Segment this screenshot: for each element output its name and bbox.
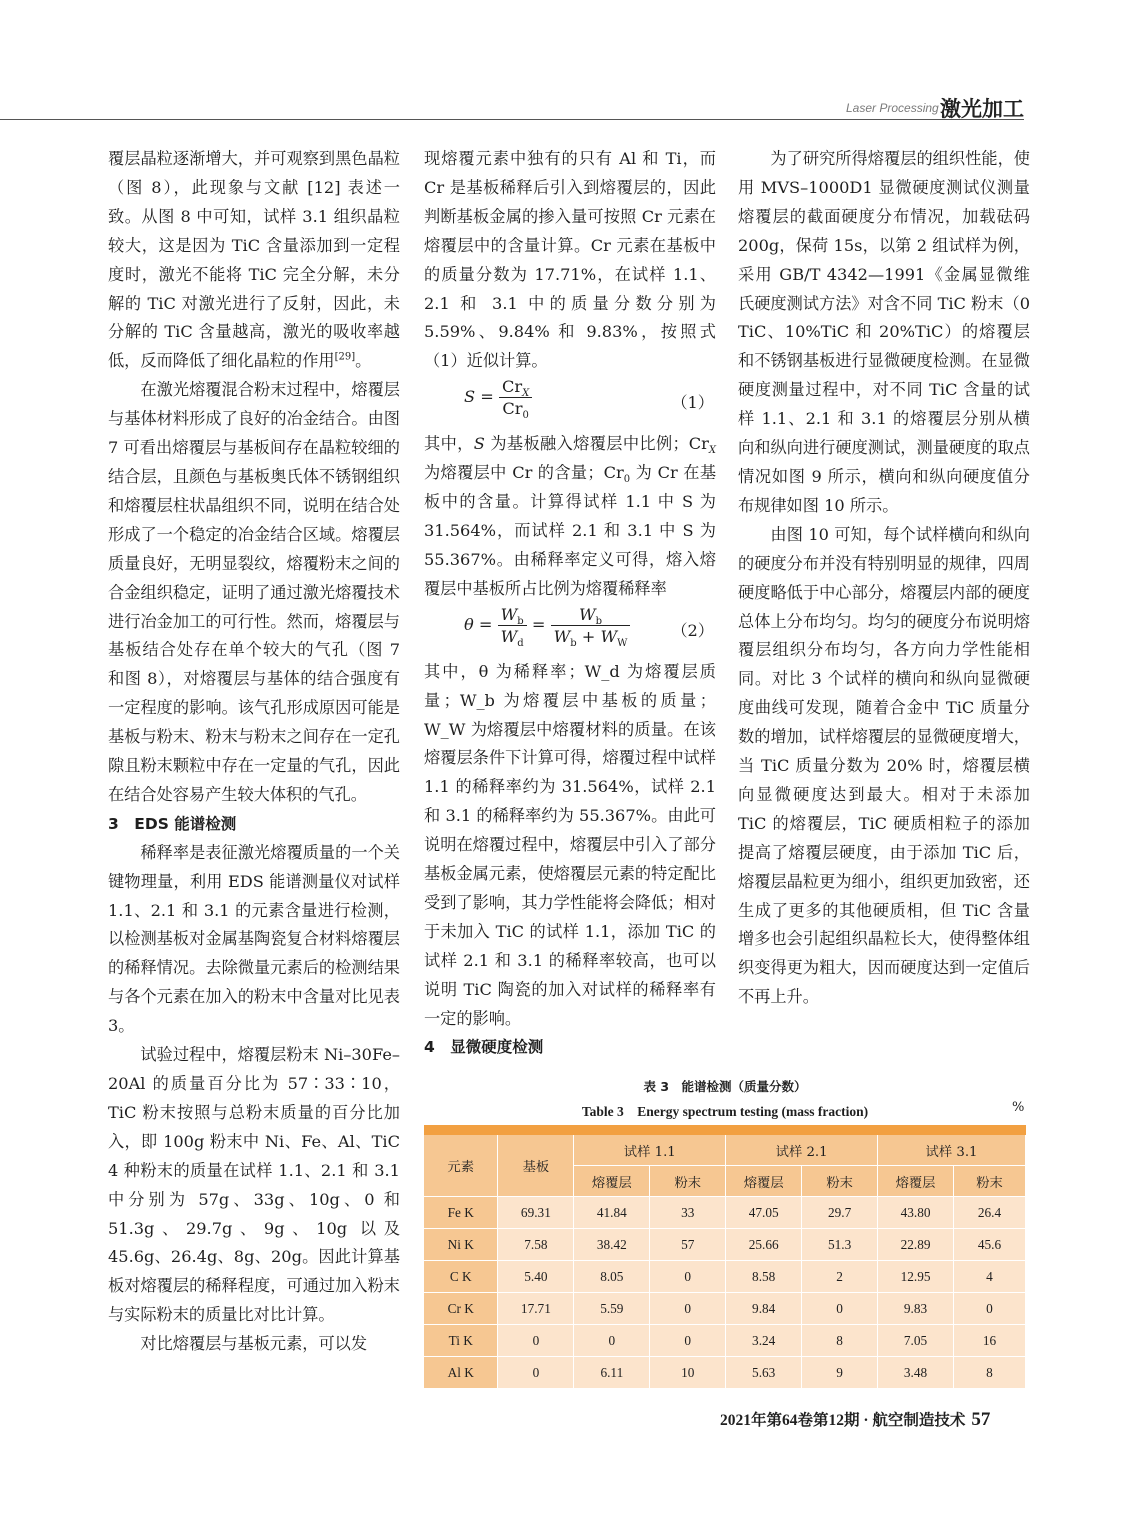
value-cell: 0: [650, 1293, 726, 1325]
value-cell: 8.05: [574, 1261, 650, 1293]
column-2: [424, 145, 716, 1062]
value-cell: 17.71: [498, 1293, 574, 1325]
header-substrate: 基板: [498, 1135, 574, 1197]
value-cell: 2: [802, 1261, 878, 1293]
value-cell: 0: [650, 1261, 726, 1293]
value-cell: 9: [802, 1357, 878, 1389]
element-cell: Ni K: [424, 1229, 498, 1261]
paragraph: 其中，θ 为稀释率；W_d 为熔覆层质量；W_b 为熔覆层中基板的质量；W_W 为熔覆层中熔覆材料的质量。在该熔覆层条件下计算可得，熔覆过程中试样 1.1 的稀释率约为 31.564%，试样 2.1 和 3.1 的稀释率约为 55.367%。由此可说明在熔覆过程中，熔覆层中引入了部分基板金属元素，使熔覆层元素的特定配比受到了影响，其力学性能将会降低；相对于未加入 TiC 的试样 1.1，添加 TiC 的试样 2.1 和 3.1 的稀释率较高，也可以说明 TiC 陶瓷的加入对试样的稀释率有一定的影响。: [424, 661, 716, 1028]
value-cell: 7.05: [878, 1325, 954, 1357]
value-cell: 38.42: [574, 1229, 650, 1261]
header-group: 试样 2.1: [726, 1135, 878, 1166]
table-caption-chinese: 表 3 能谱检测（质量分数）: [643, 1079, 807, 1094]
value-cell: 6.11: [574, 1357, 650, 1389]
page-footer: [720, 1408, 990, 1431]
table-caption-english: Table 3 Energy spectrum testing (mass fraction): [581, 1104, 869, 1119]
value-cell: 33: [650, 1197, 726, 1229]
value-cell: 26.4: [954, 1197, 1026, 1229]
column-3: [738, 145, 1030, 1012]
element-cell: Ti K: [424, 1325, 498, 1357]
value-cell: 43.80: [878, 1197, 954, 1229]
paragraph: 其中，S 为基板融入熔覆层中比例；$Cr_X$ 为熔覆层中 Cr 的含量；$Cr_0$ 为 Cr 在基板中的含量。计算得试样 1.1 中 S 为 31.564%，而试样 2.1 和 3.1 中 S 为 55.367%。由稀释率定义可得，熔入熔覆层中基板所占比例为熔覆稀释率: [424, 434, 717, 598]
header-chinese: 激光加工: [940, 97, 1024, 121]
column-1: [108, 145, 400, 1359]
table-unit: %: [1012, 1100, 1025, 1115]
value-cell: 0: [498, 1357, 574, 1389]
header-group: 试样 3.1: [878, 1135, 1026, 1166]
value-cell: 8.58: [726, 1261, 802, 1293]
value-cell: 29.7: [802, 1197, 878, 1229]
value-cell: 0: [802, 1293, 878, 1325]
table-top-band: [424, 1125, 1026, 1135]
value-cell: 3.24: [726, 1325, 802, 1357]
paragraph: 对比熔覆层与基板元素，可以发: [140, 1334, 368, 1354]
subheader-cladding: 熔覆层: [726, 1166, 802, 1197]
subheader-cladding: 熔覆层: [878, 1166, 954, 1197]
header-element: 元素: [424, 1135, 498, 1197]
value-cell: 16: [954, 1325, 1026, 1357]
value-cell: 0: [498, 1325, 574, 1357]
value-cell: 4: [954, 1261, 1026, 1293]
page-number: 57: [971, 1409, 991, 1430]
value-cell: 0: [574, 1325, 650, 1357]
table-row: [424, 1261, 1026, 1293]
value-cell: 22.89: [878, 1229, 954, 1261]
table-row: [424, 1325, 1026, 1357]
paragraph: 为了研究所得熔覆层的组织性能，使用 MVS–1000D1 显微硬度测试仪测量熔覆层的截面硬度分布情况，加载砝码 200g，保荷 15s，以第 2 组试样为例，采用 GB/T 4342—1991《金属显微维氏硬度测试方法》对含不同 TiC 粉末（0 TiC、10%TiC 和 20%TiC）的熔覆层和不锈钢基板进行显微硬度检测。在显微硬度测量过程中，对不同 TiC 含量的试样 1.1、2.1 和 3.1 的熔覆层分别从横向和纵向进行硬度测试，测量硬度的取点情况如图 9 所示，横向和纵向硬度值分布规律如图 10 所示。: [738, 149, 1030, 515]
value-cell: 69.31: [498, 1197, 574, 1229]
subheader-powder: 粉末: [802, 1166, 878, 1197]
value-cell: 3.48: [878, 1357, 954, 1389]
header-rule: [0, 119, 1024, 120]
value-cell: 57: [650, 1229, 726, 1261]
journal-info: 2021年第64卷第12期 · 航空制造技术: [720, 1412, 966, 1429]
value-cell: 8: [954, 1357, 1026, 1389]
section-heading-3: 3 EDS 能谱检测: [108, 814, 237, 833]
section-heading-4: 4 显微硬度检测: [424, 1038, 544, 1057]
value-cell: 8: [802, 1325, 878, 1357]
value-cell: 9.84: [726, 1293, 802, 1325]
table-row: [424, 1357, 1026, 1389]
subheader-powder: 粉末: [954, 1166, 1026, 1197]
paragraph: 由图 10 可知，每个试样横向和纵向的硬度分布并没有特别明显的规律，四周硬度略低于中心部分，熔覆层内部的硬度总体上分布均匀。均匀的硬度分布说明熔覆层组织分布均匀，各方向力学性能相同。对比 3 个试样的横向和纵向显微硬度曲线可发现，随着合金中 TiC 质量分数的增加，试样熔覆层的显微硬度增大，当 TiC 质量分数为 20% 时，熔覆层横向显微硬度达到最大。相对于未添加 TiC 的熔覆层，TiC 硬质相粒子的添加提高了熔覆层硬度，由于添加 TiC 后，熔覆层晶粒更为细小，组织更加致密，还生成了更多的其他硬质相，但 TiC 含量增多也会引起组织晶粒长大，使得整体组织变得更为粗大，因而硬度达到一定值后不再上升。: [738, 524, 1030, 1007]
value-cell: 5.59: [574, 1293, 650, 1325]
value-cell: 0: [650, 1325, 726, 1357]
value-cell: 5.63: [726, 1357, 802, 1389]
equation-number: （1）: [671, 393, 714, 413]
value-cell: 5.40: [498, 1261, 574, 1293]
value-cell: 0: [954, 1293, 1026, 1325]
value-cell: 10: [650, 1357, 726, 1389]
equation-2: θ = $\frac{W_b}{W_d}$ = $\frac{W_b}{W_b + W_W}$ （2）: [464, 604, 714, 649]
element-cell: C K: [424, 1261, 498, 1293]
value-cell: 25.66: [726, 1229, 802, 1261]
value-cell: 9.83: [878, 1293, 954, 1325]
paragraph: 试验过程中，熔覆层粉末 Ni–30Fe–20Al 的质量百分比为 57∶33∶10，TiC 粉末按照与总粉末质量的百分比加入，即 100g 粉末中 Ni、Fe、Al、TiC 4 种粉末的质量在试样 1.1、2.1 和 3.1 中分别为 57g、33g、10g、0 和 51.3g、29.7g、9g、10g 以及 45.6g、26.4g、8g、20g。因此计算基板对熔覆层的稀释程度，可通过加入粉末与实际粉末的质量比对比计算。: [108, 1045, 400, 1325]
value-cell: 47.05: [726, 1197, 802, 1229]
table-row: [424, 1293, 1026, 1325]
header-group: 试样 1.1: [574, 1135, 726, 1166]
table-3: [424, 1125, 1026, 1389]
paragraph: 现熔覆元素中独有的只有 Al 和 Ti，而 Cr 是基板稀释后引入到熔覆层的，因此判断基板金属的掺入量可按照 Cr 元素在熔覆层中的含量计算。Cr 元素在基板中的质量分数为 17.71%，在试样 1.1、2.1 和 3.1 中的质量分数分别为 5.59%、9.84% 和 9.83%，按照式（1）近似计算。: [424, 149, 716, 371]
paragraph: 在激光熔覆混合粉末过程中，熔覆层与基体材料形成了良好的冶金结合。由图 7 可看出熔覆层与基板间存在晶粒较细的结合层，且颜色与基板奥氏体不锈钢组织和熔覆层柱状晶组织不同，说明在结合处形成了一个稳定的冶金结合区域。熔覆层质量良好，无明显裂纹，熔覆粉末之间的合金组织稳定，证明了通过激光熔覆技术进行冶金加工的可行性。然而，熔覆层与基板结合处存在单个较大的气孔（图 7 和图 8），对熔覆层与基体的结合强度有一定程度的影响。该气孔形成原因可能是基板与粉末、粉末与粉末之间存在一定孔隙且粉末颗粒中存在一定量的气孔，因此在结合处容易产生较大体积的气孔。: [108, 380, 400, 804]
element-cell: Al K: [424, 1357, 498, 1389]
table-row: [424, 1197, 1026, 1229]
paragraph: 稀释率是表征激光熔覆质量的一个关键物理量，利用 EDS 能谱测量仪对试样 1.1、2.1 和 3.1 的元素含量进行检测，以检测基板对金属基陶瓷复合材料熔覆层的稀释情况。去除微量元素后的检测结果与各个元素在加入的粉末中含量对比见表 3。: [108, 842, 400, 1036]
value-cell: 12.95: [878, 1261, 954, 1293]
element-cell: Fe K: [424, 1197, 498, 1229]
equation-number: （2）: [671, 620, 714, 640]
value-cell: 7.58: [498, 1229, 574, 1261]
value-cell: 41.84: [574, 1197, 650, 1229]
subheader-cladding: 熔覆层: [574, 1166, 650, 1197]
equation-1: S = $\frac{Cr_X}{Cr_0}$ （1）: [464, 377, 714, 422]
value-cell: 51.3: [802, 1229, 878, 1261]
table-row: [424, 1229, 1026, 1261]
element-cell: Cr K: [424, 1293, 498, 1325]
paragraph: 覆层晶粒逐渐增大，并可观察到黑色晶粒（图 8），此现象与文献 [12] 表述一致。从图 8 中可知，试样 3.1 组织晶粒较大，这是因为 TiC 含量添加到一定程度时，激光不能将 TiC 完全分解，未分解的 TiC 对激光进行了反射，因此，未分解的 TiC 含量越高，激光的吸收率越低，反而降低了细化晶粒的作用[29]。: [108, 149, 400, 371]
header-english: Laser Processing: [846, 101, 939, 115]
value-cell: 45.6: [954, 1229, 1026, 1261]
subheader-powder: 粉末: [650, 1166, 726, 1197]
